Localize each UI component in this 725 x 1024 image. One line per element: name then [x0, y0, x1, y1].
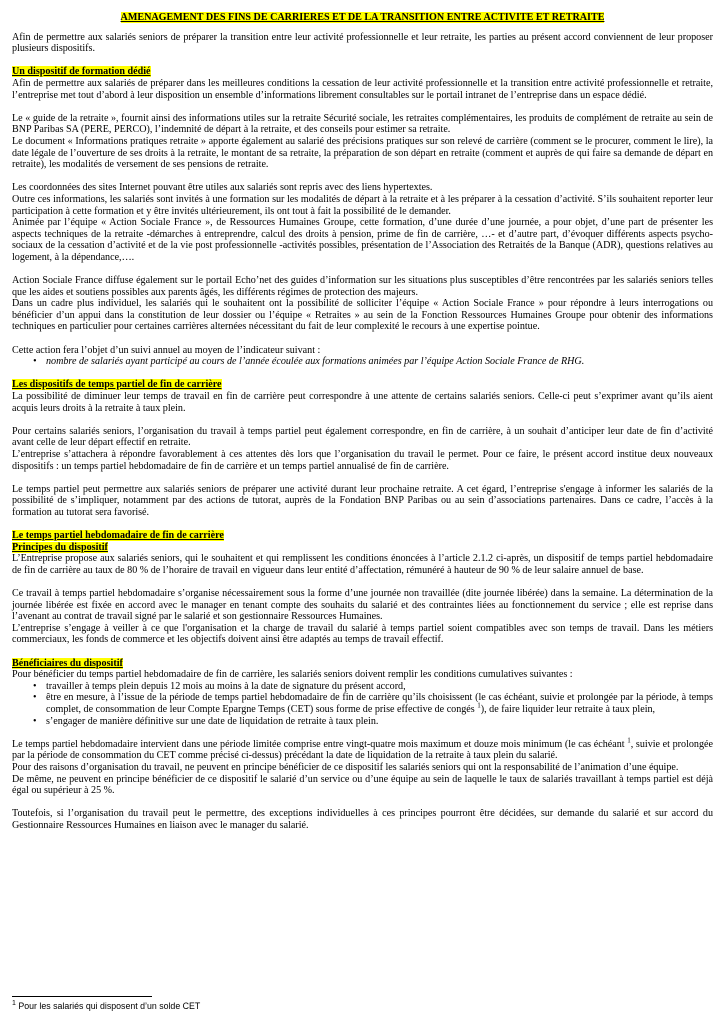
document-page: [12, 12, 713, 832]
paragraph: Pour bénéficier du temps partiel hebdomadaire de fin de carrière, les salariés seniors doivent remplir les conditions cumulatives suivantes :: [12, 669, 573, 681]
list-item: • nombre de salariés ayant participé au cours de l’année écoulée aux formations animées par l’équipe Action Sociale France de RHG.: [46, 356, 713, 368]
list-item: • être en mesure, à l’issue de la période de temps partiel hebdomadaire de fin de carrière qu’ils choisissent (le cas échéant, suivie et prolongée par la période, à temps complet, de consommation de leur Compte Epargne Temps (CET) sous forme de prise effective de congés $^1$), de faire liquider leur retraite à taux plein,: [46, 692, 713, 715]
paragraph: Les coordonnées des sites Internet pouvant être utiles aux salariés sont repris avec des liens hypertextes.: [12, 182, 433, 194]
paragraph: Pour des raisons d’organisation du travail, ne peuvent en principe bénéficier de ce dispositif les salariés seniors qui ont la responsabilité de l’animation d’une équipe.: [12, 762, 679, 773]
conditions-list: [12, 681, 713, 727]
paragraph: La possibilité de diminuer leur temps de travail en fin de carrière peut correspondre à une attente de certains salariés seniors. Celle-ci peut s’exprimer avant qu’ils aient acquis leurs droits à la retraite à taux plein.: [12, 391, 713, 414]
paragraph: Le temps partiel peut permettre aux salariés seniors de préparer une activité durant leur prochaine retraite. A cet égard, l’entreprise s'engage à informer les salariés de la possibilité de s’impliquer, notamment par des actions de tutorat, auprès de la Fondation BNP Paribas ou au sein d’associations partenaires. Dans ce cadre, l’accès à la formation au tutorat sera favorisé.: [12, 483, 713, 518]
indicator-list: [12, 356, 713, 368]
document-title: AMENAGEMENT DES FINS DE CARRIERES ET DE LA TRANSITION ENTRE ACTIVITE ET RETRAITE: [120, 12, 605, 23]
section-heading-hebdomadaire: Le temps partiel hebdomadaire de fin de carrière: [12, 530, 224, 542]
footnote-ref[interactable]: 1: [627, 736, 631, 745]
paragraph: Pour certains salariés seniors, l’organisation du travail à temps partiel peut également correspondre, en fin de carrière, à un souhait d’anticiper leur date de fin d’activité avant celle de leur départ effectif en retraite.: [12, 425, 713, 449]
paragraph: Le « guide de la retraite », fournit ainsi des informations utiles sur la retraite Sécurité sociale, les retraites complémentaires, les produits de complément de retraite au sein de BNP Paribas SA (PERE, PERCO), l’indemnité de départ à la retraite, et des conseils pour estimer sa retraite.: [12, 112, 713, 136]
subheading-principes: Principes du dispositif: [12, 541, 108, 553]
paragraph: Afin de permettre aux salariés de préparer dans les meilleures conditions la cessation de leur activité professionnelle et la transition entre activité professionnelle et retraite, l’entreprise met tout d’abord à leur disposition un ensemble d’informations librement consultables sur le portail intranet de l’entreprise dans un espace dédié.: [12, 77, 713, 101]
paragraph: De même, ne peuvent en principe bénéficier de ce dispositif le salarié d’un service ou d’une équipe au sein de laquelle le taux de salariés travaillant à temps partiel est déjà égal ou supérieur à 25 %.: [12, 773, 713, 797]
section-heading-temps-partiel: Les dispositifs de temps partiel de fin de carrière: [12, 379, 222, 391]
paragraph: Outre ces informations, les salariés sont invités à une formation sur les modalités de départ à la retraite et à les préparer à la cessation d’activité. S’ils souhaitent reporter leur participation à cette formation et y être invités ultérieurement, ils ont tout à fait la possibilité de le demander.: [12, 193, 713, 217]
paragraph: L’entreprise s’attachera à répondre favorablement à ces attentes dès lors que l’organisation du travail le permet. Pour ce faire, le présent accord institue deux nouveaux dispositifs : un temps partiel hebdomadaire de fin de carrière et un temps partiel annualisé de fin de carrière.: [12, 448, 713, 472]
paragraph: Le temps partiel hebdomadaire intervient dans une période limitée comprise entre vingt-quatre mois maximum et douze mois minimum (le cas échéant $^1$, suivie et prolongée par la période de consommation du CET comme précisé ci-dessus) précédant la date de liquidation de la retraite à taux plein du salarié.: [12, 736, 713, 762]
paragraph: L’Entreprise propose aux salariés seniors, qui le souhaitent et qui remplissent les conditions énoncées à l’article 2.1.2 ci-après, un dispositif de temps partiel hebdomadaire de fin de carrière au taux de 80 % de l’horaire de travail en vigueur dans leur entité d’affectation, rémunéré à hauteur de 90 % de leur salaire annuel de base.: [12, 553, 713, 576]
footnote-text: Pour les salariés qui disposent d’un solde CET: [18, 1001, 201, 1011]
paragraph: Le document « Informations pratiques retraite » apporte également au salarié des précisions pratiques sur son relevé de carrière (comment se le procurer, comment le lire), la date légale de l’ouverture de ses droits à la retraite, le montant de sa retraite, la préparation de son départ en retraite (comment et auprès de qui faire sa demande de départ en retraite), les modalités de versement de ses pensions de retraite.: [12, 135, 713, 171]
paragraph: L’entreprise s’engage à veiller à ce que l'organisation et la charge de travail du salarié à temps partiel soient compatibles avec son temps de travail. Dans les métiers commerciaux, les fonds de commerce et les objectifs doivent ainsi être adaptés au temps de travail effectif.: [12, 622, 713, 646]
footnote-ref[interactable]: 1: [477, 701, 481, 710]
list-item: • travailler à temps plein depuis 12 mois au moins à la date de signature du présent accord,: [46, 681, 713, 693]
paragraph: Cette action fera l’objet d’un suivi annuel au moyen de l’indicateur suivant :: [12, 344, 321, 356]
footnote: [12, 996, 713, 1011]
paragraph: Dans un cadre plus individuel, les salariés qui le souhaitent ont la possibilité de solliciter l’équipe « Action Sociale France » pour répondre à leurs interrogations ou bénéficier d’un appui dans la constitution de leur dossier ou l’équipe « Retraites » au sein de la Fonction Ressources Humaines Groupe pour obtenir des informations techniques en particulier pour certaines carrières alternées nécessitant du fait de leur complexité le recours à une expertise pointue.: [12, 298, 713, 333]
section-heading-formation: Un dispositif de formation dédié: [12, 66, 151, 78]
paragraph: Action Sociale France diffuse également sur le portail Echo’net des guides d’information sur les situations plus susceptibles d’être rencontrées par les salariés seniors telles que les aides et soutiens possibles aux parents âgés, les différents régimes de protection des majeurs.: [12, 275, 713, 298]
paragraph: Toutefois, si l’organisation du travail peut le permettre, des exceptions individuelles à ces principes pourront être décidées, sur demande du salarié et sur accord du Gestionnaire Ressources Humaines en liaison avec le manager du salarié.: [12, 808, 713, 831]
paragraph: Animée par l’équipe « Action Sociale France », de Ressources Humaines Groupe, cette formation, d’une durée d’une journée, a pour objet, d’une part de présenter les aspects techniques de la retraite -démarches à entreprendre, calcul des droits à pension, prime de fin de carrière, …- et d’autre part, d’évoquer différents aspects psycho-sociaux de la cessation d’activité et de la vie post professionnelle -activités possibles, présentation de l’Association des Retraités de la Banque (ADR), questions relatives au logement, à la dépendance,….: [12, 217, 713, 263]
footnote-number: 1: [12, 1000, 16, 1008]
paragraph: Ce travail à temps partiel hebdomadaire s’organise nécessairement sous la forme d’une journée non travaillée (dite journée libérée) dans la semaine. La détermination de la journée libérée est fixée en accord avec le manager en tenant compte des souhaits du salarié et des contraintes liées au fonctionnement du service ; elle est reprise dans l’avenant au contrat de travail signé par le salarié et son gestionnaire Ressources Humaines.: [12, 588, 713, 623]
section-heading-beneficiaires: Bénéficiaires du dispositif: [12, 657, 123, 669]
footnote-divider: [12, 996, 152, 997]
intro-paragraph: Afin de permettre aux salariés seniors de préparer la transition entre leur activité professionnelle et leur retraite, les parties au présent accord conviennent de leur proposer plusieurs dispositifs.: [12, 31, 713, 55]
list-item: • s’engager de manière définitive sur une date de liquidation de retraite à taux plein.: [46, 716, 713, 728]
